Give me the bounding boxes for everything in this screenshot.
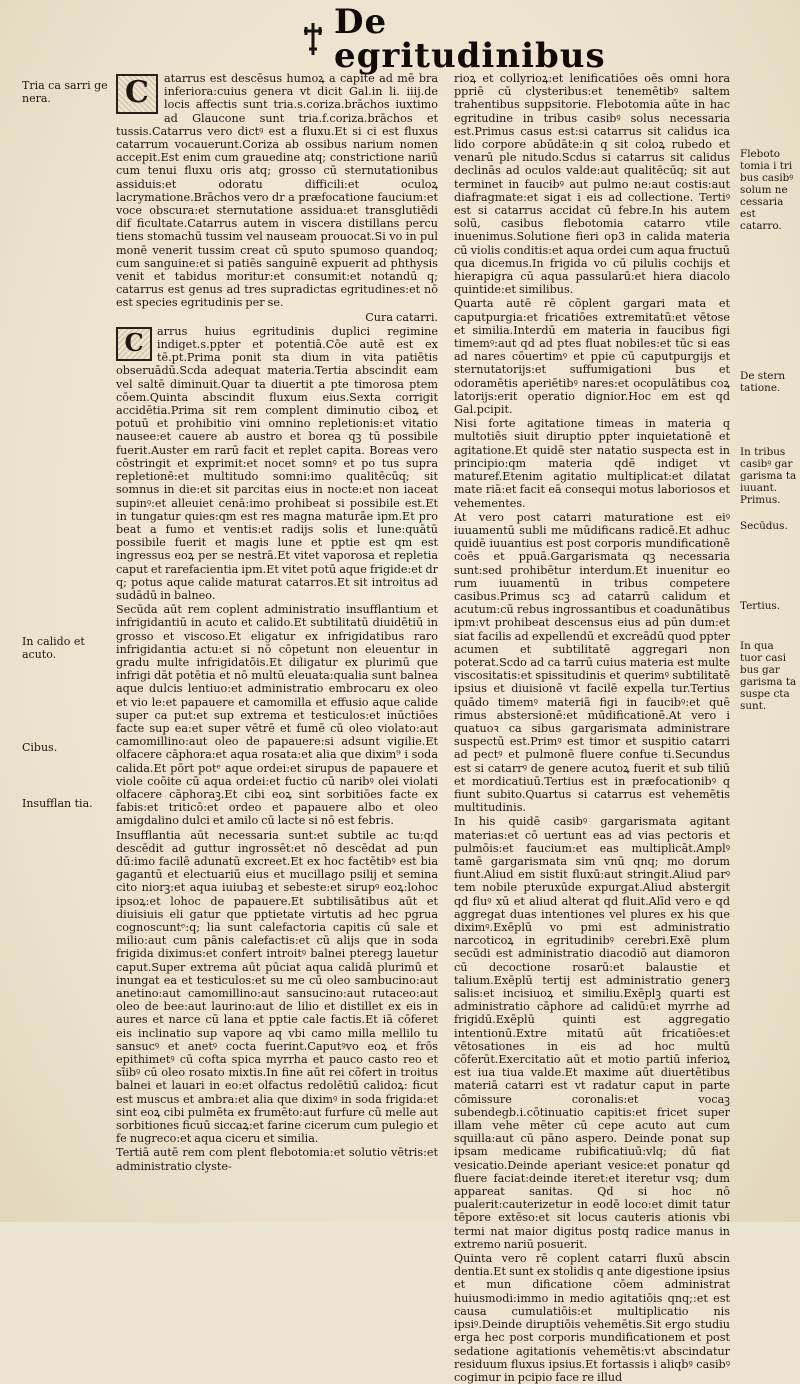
text-column-left: [116, 72, 438, 1204]
margin-note: Insufflan tia.: [22, 797, 93, 810]
text-column-right: [454, 72, 730, 1384]
margin-note: Fleboto tomia i tri bus casibꝰ solum ne cessaria est catarro.: [740, 148, 794, 232]
section-heading: Cura catarri.: [365, 310, 438, 324]
decorated-initial: C: [116, 327, 152, 361]
cross-icon: [300, 22, 326, 56]
paragraph: Secūda aūt rem coplent administratio insufflantium et infrigidantiū in acuto et calido.Et subtilitatū diuidētiū in grosso et viscoso.Et eligatur ex infrigidatibus raro infrigidantia actu:et si nō cōpetunt non eleuentur in gradu multe infrigidatōis.Et diligatur ex plurimū que infrigi dāt potētia et nō multū eleuata:qualia sunt balnea aque dulcis lentiuo:et administratio embrocaru ex oleo et vio le:et papauere et camomilla et effusio aque calide super ca put:et sup extrema et testiculos:et inūctiōes facte sup ea:et super vētrē et fumē cū oleo violato:aut camomillino:aut oleo de papauere:si adsunt vigilie.Et olfacere cāphora:et aqua rosata:et alia que dixim⁹ i soda calida.Et pōrt potᵉ aque ordei:et sirupus de papauere et viole coōite cū aqua ordei:et fuctio cū naribꝰ olei violati olfacere cāphoraꝫ.Et cibi eoꝝ sint sorbitiōes facte ex fabis:et triticō:et ordeo et papauere albo et oleo amigdalino dulci et amilo cū lacte si nō est febris.: [116, 603, 438, 828]
paragraph: Quarta autē rē cōplent gargari mata et caputpurgia:et fricatiōes extremitatū:et vētose et similia.Interdū em materia in faucibus figi timemꝰ:aut qd ad ptes fluat nobiles:et tūc si eas ad nares cōuertimꝰ et ppie cū caputpurgijs et sternutatorijs:et suffumigationi bus et odoramētis aperiētibꝰ nares:et ocopulātibus coꝝ latorijs:erit operatio dignior.Hoc em est qd Gal.pcipit.: [454, 297, 730, 417]
margin-note: Secūdus.: [740, 520, 788, 532]
page-header: [300, 2, 660, 76]
margin-note: In qua tuor casi bus gar garisma ta suspe cta sunt.: [740, 640, 797, 712]
page-title: De egritudinibus: [334, 2, 606, 76]
paragraph: arrus huius egritudinis duplici regimine indiget.s.ppter et potentiā.Cōe autē est ex tē.pt.Prima ponit sta dium in vita patiētis obseruādū.Scda adequat materia.Tertia abscindit eam vel saltē diminuit.Quar ta diuertit a pte timorosa ptem cōem.Quinta abscindit fluxum eius.Sexta corrigit accidētia.Prima sit rem complent diminutio ciboꝝ et potuū et prohibitio vini omnino repletionis:et vitatio nausee:et cauere ab austro et borea qꝫ tū possibile fuerit.Auster em rarū facit et replet capita. Boreas vero cōstringit et exprimit:et nocet somnꝰ et po tus supra repletionē:et multitudo somni:imo qualitēcūq; sit somnus in die:et sit parcitas eius in nocte:et non iaceat supinꝰ:et alleuiet cenā:imo prohibeat si possibile est.Et in tungatur quies:qm est res magna maturāe ipm.Et pro beat a fumo et ventis:et radijs solis et lune:quātū possibile fuerit et magis lune et pptie est qm est ingressus eoꝝ per se nestrā.Et vitet vaporosa et repletia caput et rarefacientia ipm.Et vitet potū aque frigide:et dr q; potus aque calide maturat catarros.Et sit introitus ad sudādū in balneo.: [116, 324, 438, 602]
margin-note: Tertius.: [740, 600, 781, 612]
paragraph: Insufflantia aūt necessaria sunt:et subtile ac tu:qd descēdit ad guttur ingrossēt:et nō descēdat ad pun dū:imo facilē adunatū excreet.Et ex hoc factētibꝰ est bia gagantū et electuariū eius et mucillago psilij et semina cito niorꝫ:et aqua iuiubaꝫ et sebeste:et sirupꝰ eoꝝ:lohoc ipsoꝝ:et lohoc de papauere.Et subtilisātibus aūt et diuisiuis eli gatur que pptietate virtutis ad hec pgrua cognoscuntᵉ:q; lia sunt calefactoria capitis cū sale et milio:aut cum pānis calefactis:et cū alijs que in soda frigida diximus:et confert introitꝰ balnei pteregꝫ lauetur caput.Super extrema aūt pūciat aqua calidā plurimū et inungat ea et testiculos:et su me cū oleo sambucino:aut anetino:aut camomillino:aut sansucino:aut rutaceo:aut oleo de bee:aut laurino:aut de lilio et distillet ex eis in aures et narce cū lana et pptie cale factis.Et iā cōferet eis inclinatio sup vapore aq vbi camo milla mellilo tu sansucꝰ et anetꝰ cocta fuerint.Caputꝰvo eoꝝ et frōs epithimetꝰ cū cofta spica myrrha et pauco casto reo et sīibꝰ cū oleo rosato mixtis.In fine aūt rei cōfert in troitus balnei et lauari in eo:et olfactus redolētiū calidoꝝ: ficut est muscus et ambra:et alia que diximꝰ in soda frigida:et sint eoꝝ cibi pulmēta ex frumēto:aut furfure cū melle aut sorbitiones ficuū siccaꝝ:et farine cicerum cum pulegio et fe nugreco:et aqua ciceru et similia.: [116, 828, 438, 1146]
margin-note: In tribus casibꝰ gar garisma ta iuuant. Primus.: [740, 446, 797, 506]
paragraph: atarrus est descēsus humoꝝ a capite ad mē bra inferiora:cuius genera vt dicit Gal.in li. iiij.de locis affectis sunt tria.s.coriza.brāchos iuxtimo ad Glaucone sunt tria.f.coriza.brāchos et tussis.Catarrus vero dictꝰ est a fluxu.Et si ci est fluxus catarrum vocauerunt.Coriza ab ossibus narium nomen accepit.Est enim cum grauedine atq; constrictione nariū cum tenui fluxu oris atq; grosso cū sternutationibus assiduis:et odoratu difficili:et oculoꝝ lacrymatione.Brāchos vero dr a præfocatione faucium:et voce obscura:et sternutatione assidua:et transglutiēdi dif ficultate.Catarrus autem in viscera distillans percu tiens stomachū tussim vel nauseam prouocat.Si vo in pul monē venerit tussim creat cū sputo spumoso quandoq; cum sanguine:et si patiēs sanguinē expuerit ad phthysis venit et tabidus moritur:et consumit:et notandū q; catarrus est genus ad tres supradictas egritudines:et nō est species egritudinis per se.: [116, 72, 438, 310]
margin-note: In calido et acuto.: [22, 635, 85, 661]
paragraph: rioꝝ et collyrioꝝ:et lenificatiōes oēs omni hora ppriē cū clysteribus:et tenemētibꝰ saltem trahentibus suppsitorie. Flebotomia aūte in hac egritudine in tribus casibꝰ solus necessaria est.Primus casus est:si catarrus sit calidus ica lido corpore abūdāte:in q sit coloꝝ rubedo et venarū ple nitudo.Scdus si catarrus sit calidus declinās ad oculos valde:aut qualitēcūq; sit aut terminet in faucibꝰ aut pulmo ne:aut costis:aut diafragmate:et sigat i eis ad collectione. Tertiꝰ est si catarrus accidat cū febre.In his autem solū, casibus flebotomia catarro vtile inuenimus.Solutione fieri op3 in calida materia cū violis conditis:et aqua ordei cum aqua fructuū qua dicemus.In frigida vo cū pilulis cochijs et hierapigra cū aqua passularū:et hiera diacolo quintide:et similibus.: [454, 72, 730, 297]
paragraph: Nisi forte agitatione timeas in materia q multotiēs siuit diruptio ppter inquietationē et agitatione.Et quidē ster natatio suspecta est in principio:qm materia qdē indiget vt maturef.Etenim agitatio multiplicat:et dilatat mate riā:et facit eā consequi motus laboriosos et vehementes.: [454, 417, 730, 510]
paragraph: At vero post catarri maturatione est eiꝰ iuuamentū subli me mūdificans radicē.Et adhuc quidē iuuantius est post corporis mundificationē coēs et ppuā.Gargarismata qꝫ necessaria sunt:sed prohibētur interdum.Et inuenitur eo rum iuuamentū in tribus competere casibus.Primus scꝫ ad catarrū calidum et acutum:cū rebus ingrossantibus et coadunātibus ipm:vt prohibeat descensus eius ad pūn dum:et siat facilis ad expellendū et excreādū quod ppter acumen et subtilitatē aggregari non poterat.Scdo ad ca tarrū cuius materia est multe viscositatis:et spissitudinis et querimꝰ subtilitatē ipsius et diuisionē vt facilē expella tur.Tertius quādo timemꝰ materiā figi in faucibꝰ:et quē rimus abstersionē:et mūdificationē.At vero i quatuoꝛ ca sibus gargarismata administrare suspectū est.Primꝰ est timor et suspitio catarri ad pectꝰ et pulmonē fluere confue ti.Secundus est si catarrꝰ de genere acutoꝝ fuerit et sub tiliū et mordicatiuū.Tertius est in præfocationibꝰ q fiunt subito.Quartus si catarrus est vehemētis multitudinis.: [454, 510, 730, 815]
margin-note: Cibus.: [22, 741, 58, 754]
margin-note: De stern tatione.: [740, 370, 786, 394]
paragraph: Quinta vero rē coplent catarri fluxū abscin dentia.Et sunt ex stolidis q ante digestione ipsius et mun dificatione cōem administrat huiusmodi:immo in medio agitatiōis qnq;:et est causa cumulatiōis:et multiplicatio nis ipsiꝰ.Deinde diruptiōis vehemētis.Sit ergo studiu erga hec post corporis mundificationem et post sedatione agitationis vehemētis:vt abscindatur residuum fluxus ipsius.Et fortassis i aliqbꝰ casibꝰ cogimur in pcipio face re illud: [454, 1252, 730, 1384]
margin-note: Tria ca sarri ge nera.: [22, 79, 108, 105]
paragraph: In his quidē casibꝰ gargarismata agitant materias:et cō uertunt eas ad vias pectoris et pulmōis:et faucium:et eas multiplicāt.Amplꝰ tamē gargarismata sim vnū qnq; mo dorum fiunt.Aliud em sistit fluxū:aut stringit.Aliud parꝰ tem nobile pteruxūde expurgat.Aliud abstergit qd fluꝰ xū et aliud alterat qd fluit.Alīd vero e qd aggregat duas intentiones vel plures ex his que diximꝰ.Exēplū vo pmi est administratio narcoticoꝝ in egritudinibꝰ cerebri.Exē plum secūdi est administratio diacodiō aut diamoron cū decoctione rosarū:et balaustie et talium.Exēplū tertij est administratio generꝫ salis:et incisiuoꝝ et similiu.Exēplꝫ quarti est administratio cāphore ad calidū:et myrrhe ad frigidū.Exēplū quinti est aggregatio intentionū.Extre mitatū aūt fricatiōes:et vētosationes in eis ad hoc multū cōferūt.Exercitatio aūt et motio partiū inferioꝝ est iua tiua valde.Et maxime aūt diuertētibus materiā catarri est vt radatur caput in parte cōmissure coronalis:et vocaꝫ subendegb.i.cōtinuatio capitis:et fricet super illam vehe mēter cū cepe acuto aut cum squilla:aut cū pāno aspero. Deinde ponat sup ipsam medicame rubificatiuū:vlq; dū fiat vesicatio.Deinde aperiant vesice:et ponatur qd fluere faciat:deinde iteret:et iteretur vsq; dum appareat sanitas. Qd si hoc nō pualerit:cauterizetur in eodē loco:et dimit tatur tēpore extēso:et sit locus cauteris ationis vbi termi nat maior digitus postq radice manus in extremo nariū posuerit.: [454, 815, 730, 1251]
decorated-initial: C: [116, 74, 158, 114]
paragraph: Tertiā autē rem com plent flebotomia:et solutio vētris:et administratio clyste-: [116, 1146, 438, 1173]
